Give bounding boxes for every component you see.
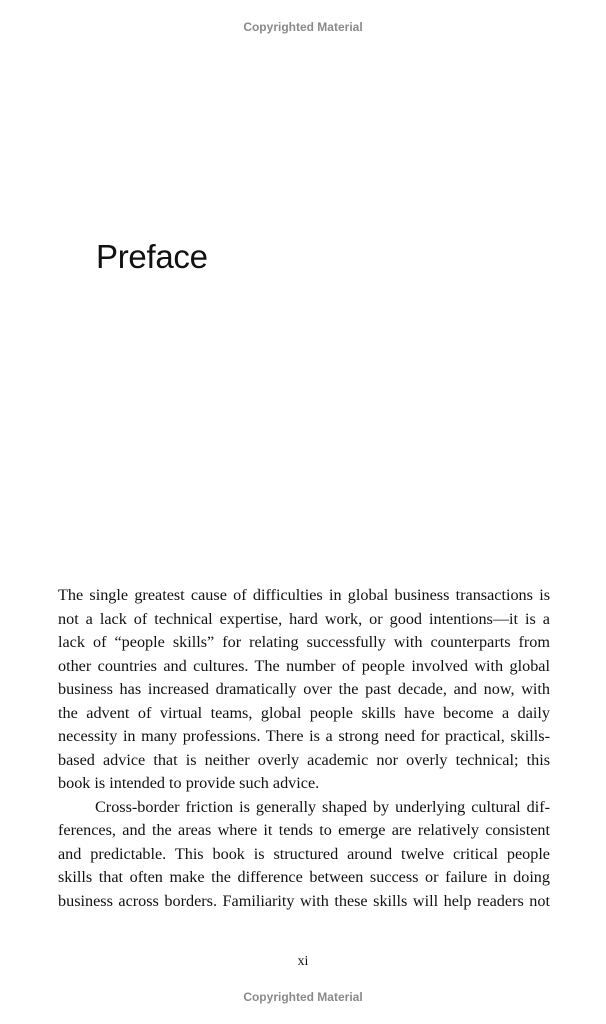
text-line: business across borders. Familiarity with these skills will help readers not: [58, 891, 550, 910]
text-line: based advice that is neither overly academic nor overly technical; this: [58, 750, 550, 769]
page-number: xi: [297, 954, 309, 969]
text-line: ferences, and the areas where it tends to emerge are relatively consistent: [58, 821, 550, 839]
text-line: Cross-border friction is generally shaped by underlying cultural dif-: [95, 797, 550, 816]
text-line: other countries and cultures. The number of people involved with global: [58, 656, 550, 675]
text-line: not a lack of technical expertise, hard work, or good intentions—it is a: [58, 609, 550, 628]
paragraph-2: [58, 796, 550, 914]
text-line: necessity in many professions. There is a strong need for practical, skills-: [58, 727, 550, 745]
text-line: skills that often make the difference between success or failure in doing: [58, 868, 550, 886]
text-line: business has increased dramatically over the past decade, and now, with: [58, 680, 550, 698]
text-line: the advent of virtual teams, global people skills have become a daily: [58, 703, 550, 722]
body-text: [58, 584, 550, 913]
text-line: The single greatest cause of difficulties in global business transactions is: [58, 586, 550, 604]
text-line: and predictable. This book is structured around twelve critical people: [58, 844, 550, 863]
text-line: book is intended to provide such advice.: [58, 774, 320, 792]
text-line: lack of “people skills” for relating successfully with counterparts from: [58, 633, 550, 651]
chapter-title: Preface: [96, 238, 208, 275]
copyright-watermark-top: Copyrighted Material: [243, 20, 363, 34]
copyright-watermark-bottom: Copyrighted Material: [243, 990, 363, 1004]
paragraph-1: [58, 584, 550, 796]
